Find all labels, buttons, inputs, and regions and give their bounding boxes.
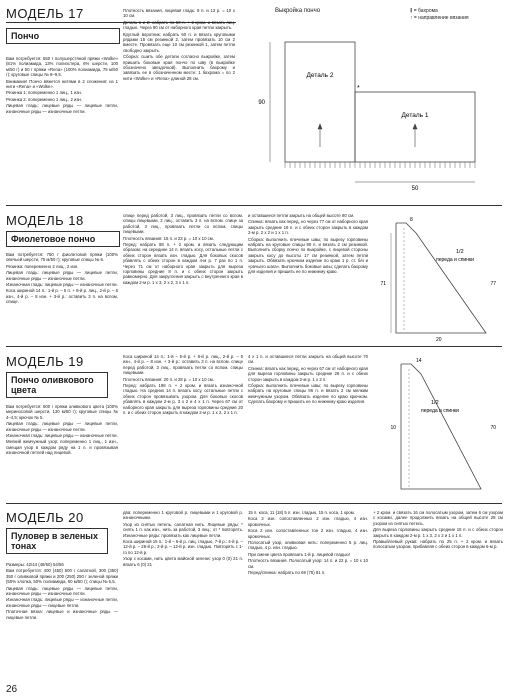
model-18-reverse: Изнаночная гладь: лицевые ряды — изнаночные петли. bbox=[6, 282, 118, 288]
model-19-bind-off: 4 х 1 п. и оставшиеся петли закрыть на общей высоте 70 см. bbox=[248, 354, 368, 365]
arrow-icon: ↑ bbox=[410, 15, 414, 21]
model-18-dim-71: 71 bbox=[380, 281, 386, 287]
model-18-cable: Коса шириной 14 п.: 1-й р. – 5 п. + 8-й р. лиц., 2-й р. – 5 изн., 4-й р. – 8 изн. + 3-й р.: оставить 3 п. на вспом. спице. bbox=[6, 288, 118, 305]
model-17-pieces: Деталь 1 и 2: набрать по 50 п. + 2 кром. и вязать лиц. гладью. Через 90 см от наборного края петли закрыть. bbox=[123, 19, 235, 31]
model-18-pattern-outline bbox=[396, 223, 486, 333]
legend-direction: ↑ = направление вязания bbox=[410, 15, 469, 21]
model-20-cable-cont: 15 п. коса, 11 (18) 5 п. изн. гладью, 15 п. коса, 1 кром. bbox=[248, 510, 355, 515]
model-20-title: Пуловер в зеленых тонах bbox=[6, 528, 108, 554]
separator-17-18 bbox=[6, 205, 502, 206]
model-17-diagram bbox=[240, 22, 504, 197]
model-19-half-label: 1/2 bbox=[431, 400, 439, 406]
model-19-title: Пончо оливкового цвета bbox=[6, 372, 108, 398]
model-20-sleeves: Правый/левый рукав: набрать по 25 п. + 2 кром. и вязать полосатым узором, прибавляя с обеих сторон в каждом 6-м р. bbox=[373, 539, 503, 550]
model-19-dim-70: 70 bbox=[490, 425, 496, 431]
model-19-diagram bbox=[376, 354, 504, 498]
model-19-materials: Вам потребуется: 600 г пряжи оливкового цвета (100% мериносовой шерсти, 130 м/50 г); круговые спицы № 4–4,5; крючок № 5. bbox=[6, 404, 118, 420]
page-number: 26 bbox=[6, 684, 18, 695]
model-20-cable: Коса шириной 15 п.: 1-й – 6-й р. лиц. гладью, 7-й р.: 4-й р. – 12-й р. – 26-й р.; 2-й р. – 12-й р. изн. гладью. Повторять с 1-го по 12-й р. bbox=[123, 539, 243, 555]
dim-50: 50 bbox=[411, 186, 419, 192]
model-20-garter-cont: два: попеременно 1 круговой р. лицевыми и 1 круговой р. изнаночными. bbox=[123, 510, 243, 521]
model-18-header: МОДЕЛЬ 18 bbox=[6, 213, 84, 228]
model-19-back: Спинка: вязать как перед, но через 67 см от наборного края для выреза горловины закрыть средние 26 п. и с обеих сторон закрыть в каждом 2-м р. 1 х 2 п. bbox=[248, 365, 368, 382]
star-mark: * bbox=[357, 85, 360, 92]
model-18-col3 bbox=[248, 213, 368, 341]
model-20-col4 bbox=[373, 510, 503, 682]
model-20-reverse: Изнаночная гладь: лицевые ряды — изнаночные петли, изнаночные ряды — лицевые петли. bbox=[6, 597, 118, 608]
model-17-gauge: Плотность вязания, лицевая гладь: 9 п. и 13 р. = 10 х 10 см. bbox=[123, 8, 235, 19]
fringe-icon: ⫼ bbox=[410, 8, 414, 14]
model-19-col3 bbox=[248, 354, 368, 498]
model-20-color-change: При смене цвета провязать 1-й р. лицевой гладью! bbox=[248, 551, 350, 557]
model-17-stockinette: Лицевая гладь: лицевые ряды — лицевые петли, изнаночные ряды — изнаночные петли. bbox=[6, 103, 118, 114]
model-18-front: Перед: набрать 88 п. + 2 кром. и вязать следующим образом: на середине 14 п. вязать косу, остальные петли с обеих сторон вязать изн. гладью. Для боковых скосов убавлять с обеих сторон в каждом 4-м р. 7 раз по 1 п. Через 71 см от наборного края закрыть для выреза горловины средние 8 п. и с обеих сторон закрыть равномерно. Для закругления закрыть с внутреннего края в каждом 2-м р. 1 х 3, 2 х 2, 3 х 1 п. bbox=[123, 242, 243, 285]
detail1-label: Деталь 1 bbox=[401, 112, 429, 119]
model-18-back: Спинка: вязать как перед, но через 77 см от наборного края закрыть средние 18 п. и с обеих сторон закрыть в каждом 2-м р. 2 х 2 и 1 х 1 п. bbox=[248, 219, 368, 236]
model-19-pattern-outline bbox=[401, 364, 481, 489]
model-19-col2 bbox=[123, 354, 243, 498]
model-20-body: + 2 кром. и связать 16 см полосатым узором, затем 6 см узором с косами, далее продолжить вязать на общей высоте 28 см узором из снятых петель. bbox=[373, 510, 503, 526]
model-20-col1 bbox=[6, 562, 118, 682]
model-20-neckline: Для выреза горловины закрыть средние 15 п. и с обеих сторон закрыть в каждом 2-м р. 1 х 3, 2 х 2 и 1 х 1 п. bbox=[373, 527, 503, 538]
model-18-diagram bbox=[376, 213, 504, 341]
model-20-header: МОДЕЛЬ 20 bbox=[6, 510, 84, 525]
model-17-col1 bbox=[6, 56, 118, 196]
model-19-front: Перед: набрать 198 п. + 2 кром. и вязать изнаночной гладью. На средних 14 п. вязать косу, остальные петли с обеих сторон провязывать узором. Для боковых скосов убавлять в каждом 2-м р. 3 х 2 и 4 х 1 п. Через 67 см от наборного края закрыть для выреза горловины средние 20 п. и с обеих сторон закрыть в каждом 2-м р. 1 х 2, 2 х 1 п. bbox=[123, 383, 243, 416]
model-17-collar: Круглый воротник: набрать 60 п. и вязать круговыми рядами 15 см резинкой 2, затем провязать 10 см 2 вместе. Провязать еще 10 см резинкой 1, затем петли свободно закрыть. bbox=[123, 31, 235, 53]
legend-fringe: ⫼ = бахрома bbox=[410, 8, 438, 14]
model-17-rib1: Резинка 1: попеременно 1 лиц., 1 изн. bbox=[6, 90, 82, 96]
model-18-half-label: 1/2 bbox=[456, 249, 464, 255]
model-19-half-sub: переда и спинки bbox=[421, 408, 459, 414]
model-20-cable-pattern: Узор с косами, нить цвета майской зелени: узор 0 (0) 21 п. вязать 6 (0) 21 bbox=[123, 556, 243, 567]
model-18-assembly: Сборка: выполнить плечевые швы; по вырезу горловины набрать на круговые спицы 90 п. и вязать 2 см резинкой. Выполнить сборку пончо по выкройке, с лицевой стороны закрыть косу до высоты 17 см резинкой, затем петли закрыть. Обвязать крючком изделие по краю 1 р. ст. б/н и «рачьего шага». Выполнить боковые швы; сделать бахрому для изделия и пришить ее по нижнему краю. bbox=[248, 236, 368, 275]
separator-19-20 bbox=[6, 503, 502, 504]
model-20-garter: Платочная вязка: лицевые и изнаночные ряды — лицевые петли. bbox=[6, 609, 118, 620]
model-17-col2 bbox=[123, 8, 235, 196]
model-17-materials: Вам потребуется: 550 г полушерстяной пряжи «Wolke» (81% полиамида, 13% полиэстера, 6% шерсти, 100 м/50 г) и 50 г пряжи «Rena» (100% полиамида, 75 м/50 г); круговые спицы № 9–9,5. bbox=[6, 56, 118, 78]
model-19-stockinette: Лицевая гладь: лицевые ряды — лицевые петли, изнаночные ряды — изнаночные петли. bbox=[6, 421, 118, 432]
model-18-col2 bbox=[123, 213, 243, 341]
model-19-dim-14: 14 bbox=[416, 358, 422, 364]
model-18-col1 bbox=[6, 252, 118, 342]
model-17-header: МОДЕЛЬ 17 bbox=[6, 6, 84, 21]
model-17-legend bbox=[410, 8, 469, 22]
detail2-label: Деталь 2 bbox=[306, 72, 334, 79]
direction-arrows bbox=[318, 124, 417, 147]
model-20-stripes: Полосатый узор, оливковая нить: попеременно 5 р. лиц. гладью, 4 р. изн. гладью. bbox=[248, 540, 368, 551]
model-20-col2 bbox=[123, 510, 243, 682]
model-18-materials: Вам потребуется: 750 г фиолетовой пряжи (100% овечьей шерсти, 75 м/50 г); круговые спицы № 6. bbox=[6, 252, 118, 263]
model-20-gauge: Плотность вязания. Полосатый узор: 14 п. и 22 р. = 10 х 10 см. bbox=[248, 558, 368, 569]
model-18-dim-8: 8 bbox=[410, 217, 413, 223]
model-19-gauge: Плотность вязания: 20 п. и 28 р. = 10 х 10 см. bbox=[123, 376, 214, 382]
model-18-title: Фиолетовое пончо bbox=[6, 231, 120, 247]
model-20-cable-2: Коса 2 изн. сопоставленных 2 изн. гладью, 4 изн. кромочных. bbox=[248, 516, 368, 527]
model-20-sizes: Размеры: 42/44 (48/50) 54/56 bbox=[6, 562, 64, 567]
model-17-diagram-title: Выкройка пончо bbox=[275, 8, 321, 14]
model-19-dim-10: 10 bbox=[390, 425, 396, 431]
model-17-title: Пончо bbox=[6, 28, 120, 44]
model-18-half-sub: переда и спинки bbox=[436, 257, 474, 263]
model-19-cable: Коса шириной 14 п.: 1-й – 5-й р. + 8-й р. лиц., 2-й р. – 5 изн., 4-й р. – 8 изн. + 3-й р.: оставить 3 п. на вспом. спице перед работой, 3 лиц., провязать петли со вспом. спицы лицевыми. bbox=[123, 354, 243, 376]
model-19-seed: Мелкий жемчужный узор: попеременно 1 лиц., 1 изн., смещая узор в каждом ряду на 1 п. и провязывая изнаночной петлей над лицевой. bbox=[6, 439, 118, 456]
dim-90: 90 bbox=[258, 100, 265, 106]
model-19-reverse: Изнаночная гладь: лицевые ряды — изнаночные петли. bbox=[6, 433, 118, 439]
model-18-bind-off: и оставшиеся петли закрыть на общей высоте 80 см. bbox=[248, 213, 355, 218]
model-20-front-back: Перед/спинка: набрать по 69 (75) 81 п. bbox=[248, 570, 326, 576]
model-18-rib: Резинка: попеременно 2 лиц., 2 изн. bbox=[6, 263, 79, 269]
model-18-dim-20: 20 bbox=[436, 337, 442, 341]
model-20-slip-pattern: Узор из снятых петель, салатная нить. Лицевые ряды: * снять 1 п. как изн., нить за работой, 3 лиц.; от * повторять. Изнаночные ряды: провязать как лицевые петли. bbox=[123, 521, 243, 538]
model-18-dim-77: 77 bbox=[490, 281, 496, 287]
model-17-assembly: Сборка: сшить обе детали согласно выкройке, затем пришить боковые края пончо по шву (в выкройке обозначено звездочкой). Выполнить бахрому и завязать ее в обозначенном месте: 1 бахрома = по 2 нити «Wolke» и «Rena» длиной 28 см. bbox=[123, 54, 235, 81]
model-20-col3 bbox=[248, 510, 368, 682]
model-18-stockinette: Лицевая гладь: лицевые ряды — лицевые петли, изнаночные ряды — изнаночные петли. bbox=[6, 270, 118, 281]
model-17-note: Внимание! Пончо вяжется нитями в 2 сложения: из 1 нити «Rena» и «Wolke». bbox=[6, 78, 118, 90]
model-19-assembly: Сборка: выполнить плечевые швы; по вырезу горловины набрать на круговые спицы 96 п. и вязать 2 см мелким жемчужным узором. Обвязать изделие по краю крючком. Сделать бахрому и пришить ее по нижнему краю изделия. bbox=[248, 383, 368, 405]
model-20-materials: Вам потребуется: 400 (450) 500 г салатной, 300 (350) 350 г оливковой пряжи и 200 (250) 250 г зеленой пряжи (50% хлопка, 50% полиамида, 60 м/50 г); спицы № 5,5. bbox=[6, 568, 118, 585]
model-19-header: МОДЕЛЬ 19 bbox=[6, 354, 84, 369]
fringe-marks bbox=[285, 162, 475, 168]
model-18-cable-cont: спице перед работой, 3 лиц., провязать петли со вспом. спицы лицевыми, 2 лиц., оставить 3 п. на вспом. спице за работой, 3 лиц., провязать петли со вспом. спицы лицевыми. bbox=[123, 213, 243, 235]
model-20-stockinette: Лицевая гладь: лицевые ряды — лицевые петли, изнаночные ряды — изнаночные петли. bbox=[6, 585, 118, 597]
model-19-col1 bbox=[6, 404, 118, 498]
model-18-gauge: Плотность вязания: 15 п. и 23 р. = 10 х 10 см. bbox=[123, 235, 214, 241]
model-20-cable-3: Коса 2 изн. сопоставленных тон 2 изн. гладью, 4 изн. кромочных. bbox=[248, 528, 368, 539]
separator-18-19 bbox=[6, 346, 502, 347]
model-17-rib2: Резинка 2: попеременно 1 лиц., 2 изн. bbox=[6, 96, 82, 102]
